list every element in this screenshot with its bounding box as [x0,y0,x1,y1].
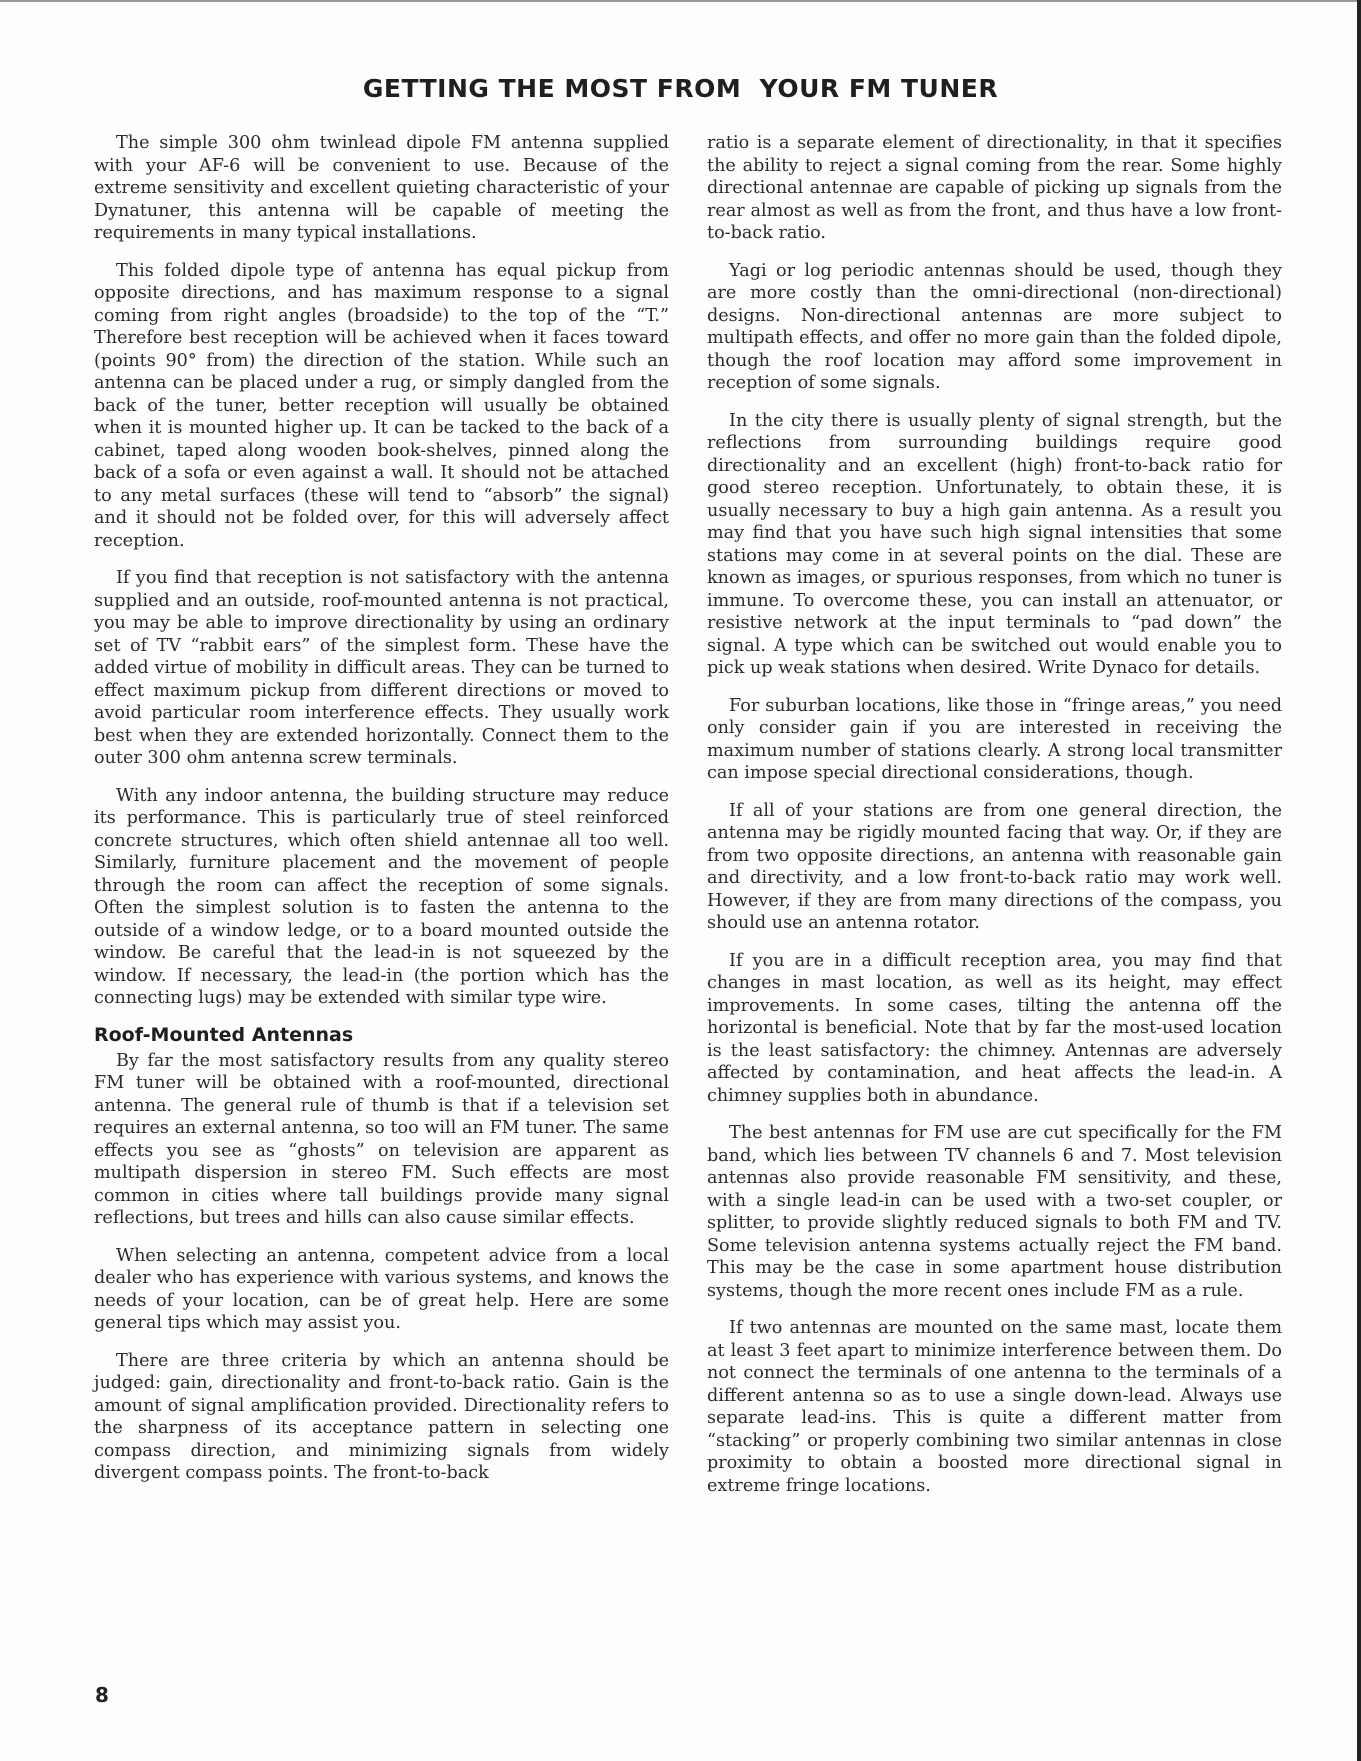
paragraph: The simple 300 ohm twinlead dipole FM antenna supplied with your AF-6 will be convenient to use. Because of the extreme sensitivity and excellent quieting characteristic of your Dynatuner, this antenna will be capable of meeting the requirements in many typical installations. [94,133,669,243]
page-title: GETTING THE MOST FROM YOUR FM TUNER [362,74,999,103]
paragraph: With any indoor antenna, the building structure may reduce its performance. This is particularly true of steel reinforced concrete structures, which often shield antennae all too well. Similarly, furniture placement and the movement of people through the room can affect the reception of some signals. Often the simplest solution is to fasten the antenna to the outside of a window ledge, or to a board mounted outside the window. Be careful that the lead-in is not squeezed by the window. If necessary, the lead-in (the portion which has the connecting lugs) may be extended with similar type wire. [94,785,669,1008]
paragraph: If all of your stations are from one general direction, the antenna may be rigidly mounted facing that way. Or, if they are from two opposite directions, an antenna with reasonable gain and directivity, and a low front-to-back ratio may work well. However, if they are from many directions of the compass, you should use an antenna rotator. [707,800,1282,933]
section-heading: Roof-Mounted Antennas [94,1023,354,1046]
page-right-edge [1357,0,1361,1761]
page-number: 8 [95,1683,109,1707]
left-column [94,132,669,1500]
page-top-edge [0,0,1361,2]
paragraph: There are three criteria by which an antenna should be judged: gain, directionality and front-to-back ratio. Gain is the amount of signal amplification provided. Directionality refers to the sharpness of its acceptance pattern in selecting one compass direction, and minimizing signals from widely divergent compass points. The front-to-back [94,1350,669,1483]
right-column [707,132,1282,1512]
paragraph: If you are in a difficult reception area, you may find that changes in mast location, as well as its height, may effect improvements. In some cases, tilting the antenna off the horizontal is beneficial. Note that by far the most-used location is the least satisfactory: the chimney. Antennas are adversely affected by contamination, and heat affects the lead-in. A chimney supplies both in abundance. [707,950,1282,1106]
paragraph: For suburban locations, like those in “fringe areas,” you need only consider gain if you are interested in receiving the maximum number of stations clearly. A strong local transmitter can impose special directional considerations, though. [707,695,1282,783]
paragraph: When selecting an antenna, competent advice from a local dealer who has experience with various systems, and knows the needs of your location, can be of great help. Here are some general tips which may assist you. [94,1245,669,1333]
paragraph: By far the most satisfactory results from any quality stereo FM tuner will be obtained with a roof-mounted, directional antenna. The general rule of thumb is that if a television set requires an external antenna, so too will an FM tuner. The same effects you see as “ghosts” on television are apparent as multipath dispersion in stereo FM. Such effects are most common in cities where tall buildings provide many signal reflections, but trees and hills can also cause similar effects. [94,1050,669,1228]
paragraph: If you find that reception is not satisfactory with the antenna supplied and an outside, roof-mounted antenna is not practical, you may be able to improve directionality by using an ordinary set of TV “rabbit ears” of the simplest form. These have the added virtue of mobility in difficult areas. They can be turned to effect maximum pickup from different directions or moved to avoid particular room interference effects. They usually work best when they are extended horizontally. Connect them to the outer 300 ohm antenna screw terminals. [94,568,669,768]
paragraph: In the city there is usually plenty of signal strength, but the reflections from surrounding buildings require good directionality and an excellent (high) front-to-back ratio for good stereo reception. Unfortunately, to obtain these, it is usually necessary to buy a high gain antenna. As a result you may find that you have such high signal intensities that some stations may come in at several points on the dial. These are known as images, or spurious responses, from which no tuner is immune. To overcome these, you can install an attenuator, or resistive network at the input terminals to “pad down” the signal. A type which can be switched out would enable you to pick up weak stations when desired. Write Dynaco for details. [707,410,1282,678]
paragraph: This folded dipole type of antenna has equal pickup from opposite directions, and has maximum response to a signal coming from right angles (broadside) to the top of the “T.” Therefore best reception will be achieved when it faces toward (points 90° from) the direction of the station. While such an antenna can be placed under a rug, or simply dangled from the back of the tuner, better reception will usually be obtained when it is mounted higher up. It can be tacked to the back of a cabinet, taped along wooden book-shelves, pinned along the back of a sofa or even against a wall. It should not be attached to any metal surfaces (these will tend to “absorb” the signal) and it should not be folded over, for this will adversely affect reception. [94,260,669,551]
continued-paragraph: ratio is a separate element of directionality, in that it specifies the ability to reject a signal coming from the rear. Some highly directional antennae are capable of picking up signals from the rear almost as well as from the front, and thus have a low front-to-back ratio. [707,133,1282,243]
paragraph: Yagi or log periodic antennas should be used, though they are more costly than the omni-directional (non-directional) designs. Non-directional antennas are more subject to multipath effects, and offer no more gain than the folded dipole, though the roof location may afford some improvement in reception of some signals. [707,260,1282,393]
paragraph: If two antennas are mounted on the same mast, locate them at least 3 feet apart to minimize interference between them. Do not connect the terminals of one antenna to the terminals of a different antenna so as to use a single down-lead. Always use separate lead-ins. This is quite a different matter from “stacking” or properly combining two similar antennas in close proximity to obtain a boosted more directional signal in extreme fringe locations. [707,1318,1282,1496]
paragraph: The best antennas for FM use are cut specifically for the FM band, which lies between TV channels 6 and 7. Most television antennas also provide reasonable FM sensitivity, and these, with a single lead-in can be used with a two-set coupler, or splitter, to provide slightly reduced signals to both FM and TV. Some television antenna systems actually reject the FM band. This may be the case in some apartment house distribution systems, though the more recent ones include FM as a rule. [707,1123,1282,1301]
